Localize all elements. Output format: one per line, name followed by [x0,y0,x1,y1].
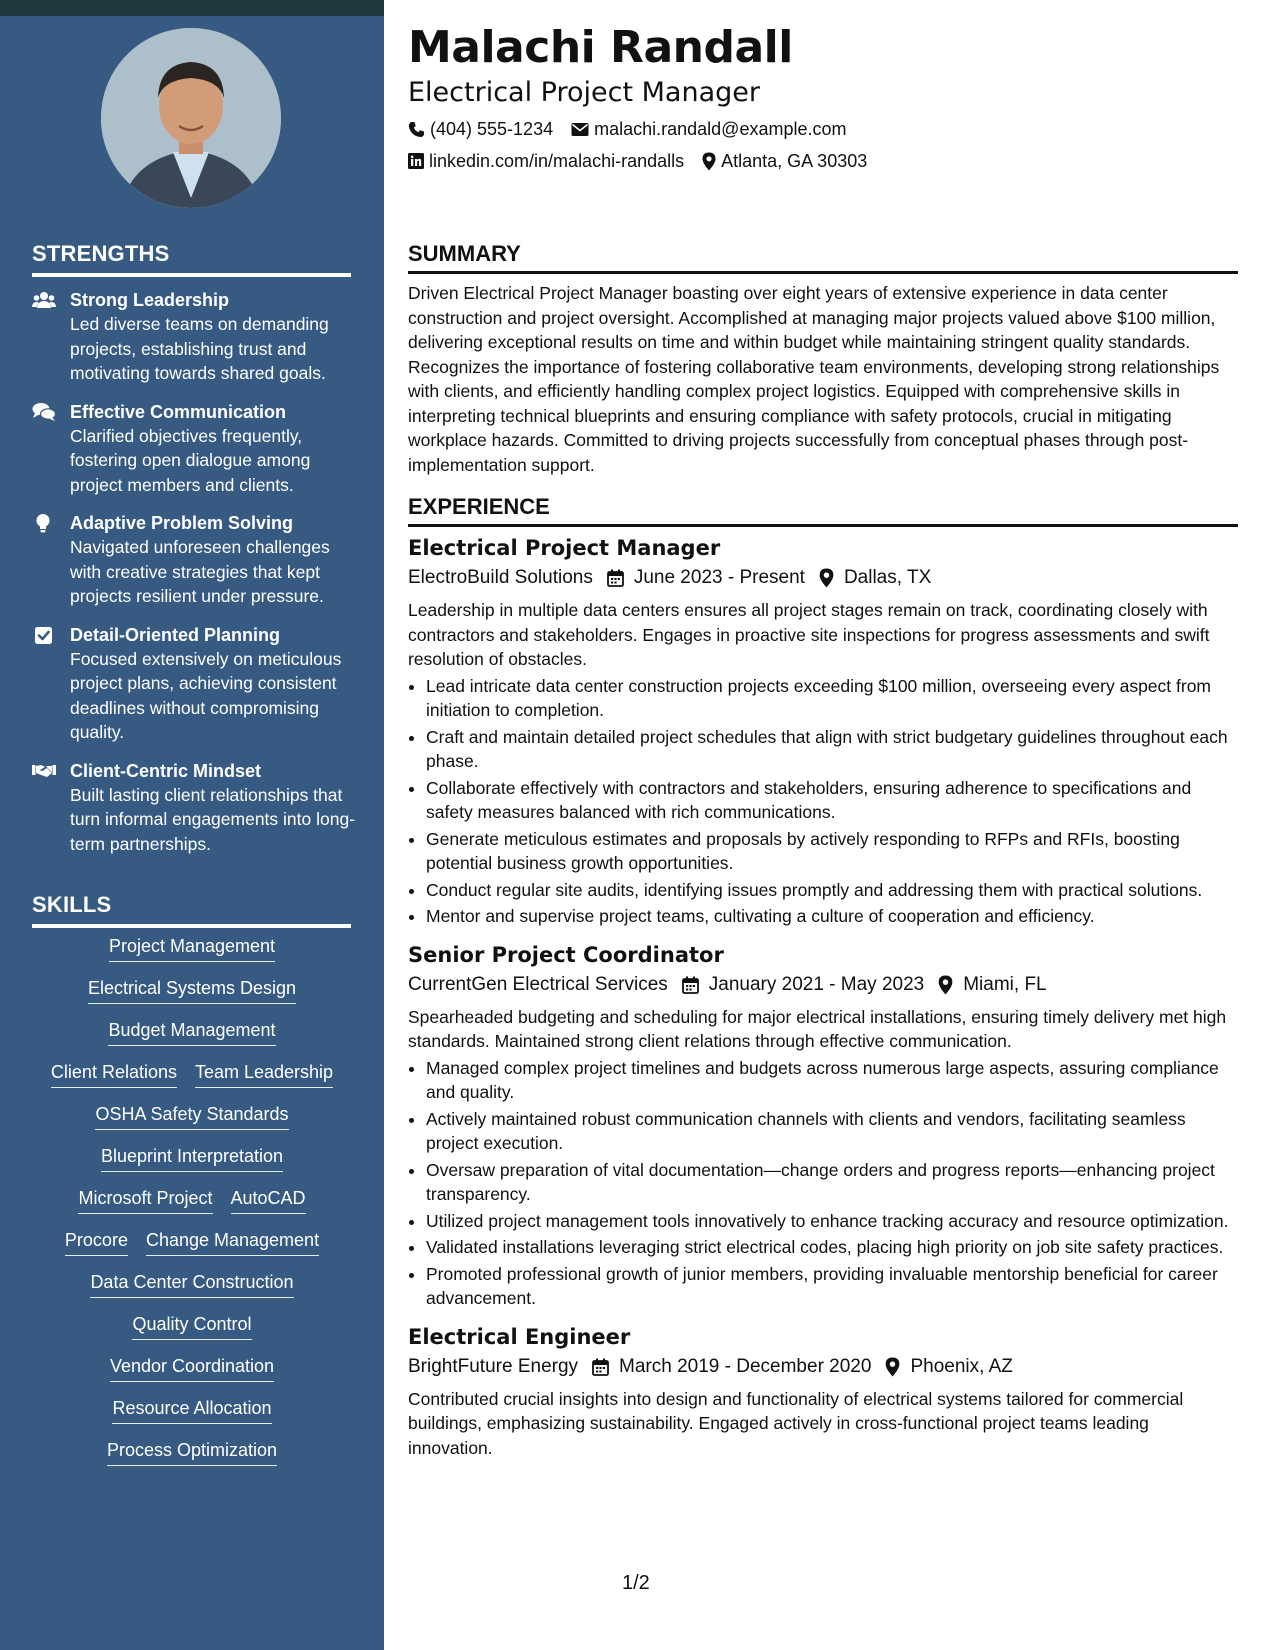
company-name: ElectroBuild Solutions [408,567,593,588]
experience-list [408,534,1238,1472]
skill-tag: Change Management [146,1229,319,1256]
contact-row [408,116,1238,142]
linkedin-contact[interactable] [408,148,684,174]
job-location-text: Dallas, TX [843,567,932,588]
job-description: Spearheaded budgeting and scheduling for major electrical installations, ensuring timely delivery met high standards. Maintained strong client relations through effective communication. [408,1006,1227,1051]
job-entry [408,941,1238,1311]
experience-heading: EXPERIENCE [408,494,1238,527]
skill-row [32,1271,352,1298]
strength-title: Adaptive Problem Solving [70,513,294,533]
job-dates [607,564,805,592]
skills-list [32,935,352,1481]
strength-item [32,511,362,609]
skill-tag: Team Leadership [195,1061,333,1088]
email-contact[interactable] [571,116,846,142]
linkedin-icon [408,153,424,169]
job-location [885,1353,1012,1381]
profile-photo [101,28,281,208]
job-dates [592,1353,871,1381]
calendar-icon [682,976,699,994]
job-location-text: Phoenix, AZ [910,1355,1013,1377]
email-address[interactable]: malachi.randald@example.com [594,119,847,139]
summary-heading: SUMMARY [408,241,1238,274]
strength-description: Focused extensively on meticulous project plans, achieving consistent deadlines without compromising quality. [70,648,342,742]
skill-row [32,977,352,1004]
location-text: Atlanta, GA 30303 [721,151,868,171]
skill-tag: Budget Management [108,1019,275,1046]
comments-icon [32,402,56,424]
phone-contact [408,116,553,142]
strength-description: Navigated unforeseen challenges with creative strategies that kept projects resilient under pressure. [70,537,330,606]
skill-row [32,1397,352,1424]
map-pin-icon [702,152,716,171]
skill-tag: Resource Allocation [112,1397,271,1424]
skill-row [32,1355,352,1382]
bullet-item: • Promoted professional growth of junior members, providing invaluable mentorship beneficial for career advancement. [426,1262,1238,1311]
skill-tag: Process Optimization [107,1439,277,1466]
bullet-item: • Oversaw preparation of vital documentation—change orders and progress reports—enhancing project transparency. [426,1158,1238,1207]
skill-row [32,935,352,962]
bullet-item: • Collaborate effectively with contractors and stakeholders, ensuring adherence to specifications and safety measures balanced with rich communications. [426,776,1238,825]
users-icon [32,290,56,312]
envelope-icon [571,122,589,137]
skill-tag: Vendor Coordination [110,1355,274,1382]
phone-icon [408,121,425,138]
linkedin-url[interactable]: linkedin.com/in/malachi-randalls [429,151,685,171]
job-meta [408,1353,1238,1381]
strength-description: Clarified objectives frequently, fostering open dialogue among project members and clients. [70,425,311,495]
skill-tag: Microsoft Project [78,1187,212,1214]
strength-item [32,400,362,498]
lightbulb-icon [32,513,56,535]
job-title: Electrical Engineer [408,1324,631,1349]
bullet-item: • Conduct regular site audits, identifying issues promptly and addressing them with practical solutions. [426,878,1238,903]
skill-row [32,1061,352,1088]
job-dates-text: June 2023 - Present [633,567,805,588]
skill-tag: Project Management [109,935,275,962]
skill-row [32,1103,352,1130]
skill-row [32,1439,352,1466]
bullet-item: • Managed complex project timelines and budgets across numerous large aspects, assuring compliance and quality. [426,1056,1238,1105]
strength-item [32,623,362,745]
candidate-name: Malachi Randall [408,22,793,73]
location-contact [702,148,867,174]
bullet-item: • Actively maintained robust communication channels with clients and vendors, facilitating seamless project execution. [426,1107,1238,1156]
map-pin-icon [819,568,834,588]
skill-row [32,1019,352,1046]
bullet-item: • Mentor and supervise project teams, cultivating a culture of cooperation and efficiency. [426,904,1238,929]
strength-description: Led diverse teams on demanding projects, establishing trust and motivating towards shared goals. [70,314,329,383]
job-description: Leadership in multiple data centers ensures all project stages remain on track, coordinating closely with contractors and stakeholders. Engages in proactive site inspections for progress assessments and swift resolution of obstacles. [408,600,1210,669]
checkbox-icon [32,625,56,647]
skill-row [32,1187,352,1214]
job-dates-text: March 2019 - December 2020 [619,1355,872,1377]
skill-tag: Quality Control [132,1313,251,1340]
strength-item [32,759,362,857]
job-meta [408,971,1238,999]
handshake-icon [32,761,56,783]
calendar-icon [592,1358,609,1376]
bullet-item: • Craft and maintain detailed project schedules that align with strict budgetary guidelines throughout each phase. [426,725,1238,774]
summary-text: Driven Electrical Project Manager boasting over eight years of extensive experience in data center construction and project oversight. Accomplished at managing major projects valued above $100 million, delivering exceptional results on time and within budget while maintaining stringent quality standards. Recognizes the importance of fostering collaborative team environments, developing strong relationships with clients, and efficiently handling complex project logistics. Equipped with comprehensive skills in interpreting technical blueprints and ensuring compliance with safety protocols, crucial in mitigating workplace hazards. Committed to driving projects successfully from conceptual phases through post-implementation support. [408,283,1220,475]
strengths-heading: STRENGTHS [32,241,351,277]
sidebar-top-strip [0,0,384,16]
phone-number: (404) 555-1234 [430,119,554,139]
skill-tag: AutoCAD [231,1187,306,1214]
map-pin-icon [885,1357,900,1377]
resume-header [408,22,1238,174]
strength-item [32,288,362,386]
candidate-title: Electrical Project Manager [408,77,760,108]
bullet-item: • Lead intricate data center construction projects exceeding $100 million, overseeing every aspect from initiation to completion. [426,674,1238,723]
job-title: Electrical Project Manager [408,536,721,560]
skill-row [32,1229,352,1256]
skill-tag: Procore [65,1229,128,1256]
strength-title: Strong Leadership [70,290,230,310]
map-pin-icon [938,975,953,995]
skill-tag: Electrical Systems Design [88,977,296,1004]
job-location-text: Miami, FL [963,973,1047,995]
bullet-item: • Utilized project management tools innovatively to enhance tracking accuracy and resource optimization. [426,1209,1238,1234]
bullet-item: • Generate meticulous estimates and proposals by actively responding to RFPs and RFIs, boosting potential business growth opportunities. [426,827,1238,876]
job-meta [408,564,1238,592]
job-entry [408,1323,1238,1461]
company-name: CurrentGen Electrical Services [408,973,668,995]
strength-title: Detail-Oriented Planning [70,624,281,645]
bullet-item: • Validated installations leveraging strict electrical codes, placing high priority on job site safety practices. [426,1235,1238,1260]
job-title: Senior Project Coordinator [408,942,724,967]
skill-tag: Data Center Construction [90,1271,293,1298]
job-description: Contributed crucial insights into design and functionality of electrical systems tailored for commercial buildings, emphasizing sustainability. Engaged actively in cross-functional project teams leading innovation. [408,1388,1184,1458]
skill-row [32,1145,352,1172]
skill-tag: Blueprint Interpretation [101,1145,283,1172]
calendar-icon [607,569,624,587]
job-dates [682,971,924,999]
skills-heading: SKILLS [32,892,351,928]
skill-tag: OSHA Safety Standards [95,1103,288,1130]
skill-tag: Client Relations [51,1061,177,1088]
company-name: BrightFuture Energy [408,1355,579,1377]
page-number: 1/2 [622,1572,650,1594]
skill-row [32,1313,352,1340]
job-bullets [408,674,1238,929]
job-location [938,971,1046,999]
job-bullets [408,1056,1238,1311]
strength-title: Effective Communication [70,401,287,422]
strength-description: Built lasting client relationships that turn informal engagements into long-term partnerships. [70,784,356,854]
job-location [819,564,931,592]
job-dates-text: January 2021 - May 2023 [708,973,925,995]
strengths-list [32,288,362,870]
job-entry [408,534,1238,929]
sidebar [0,0,384,1650]
contact-row [408,148,1238,174]
strength-title: Client-Centric Mindset [70,760,262,781]
